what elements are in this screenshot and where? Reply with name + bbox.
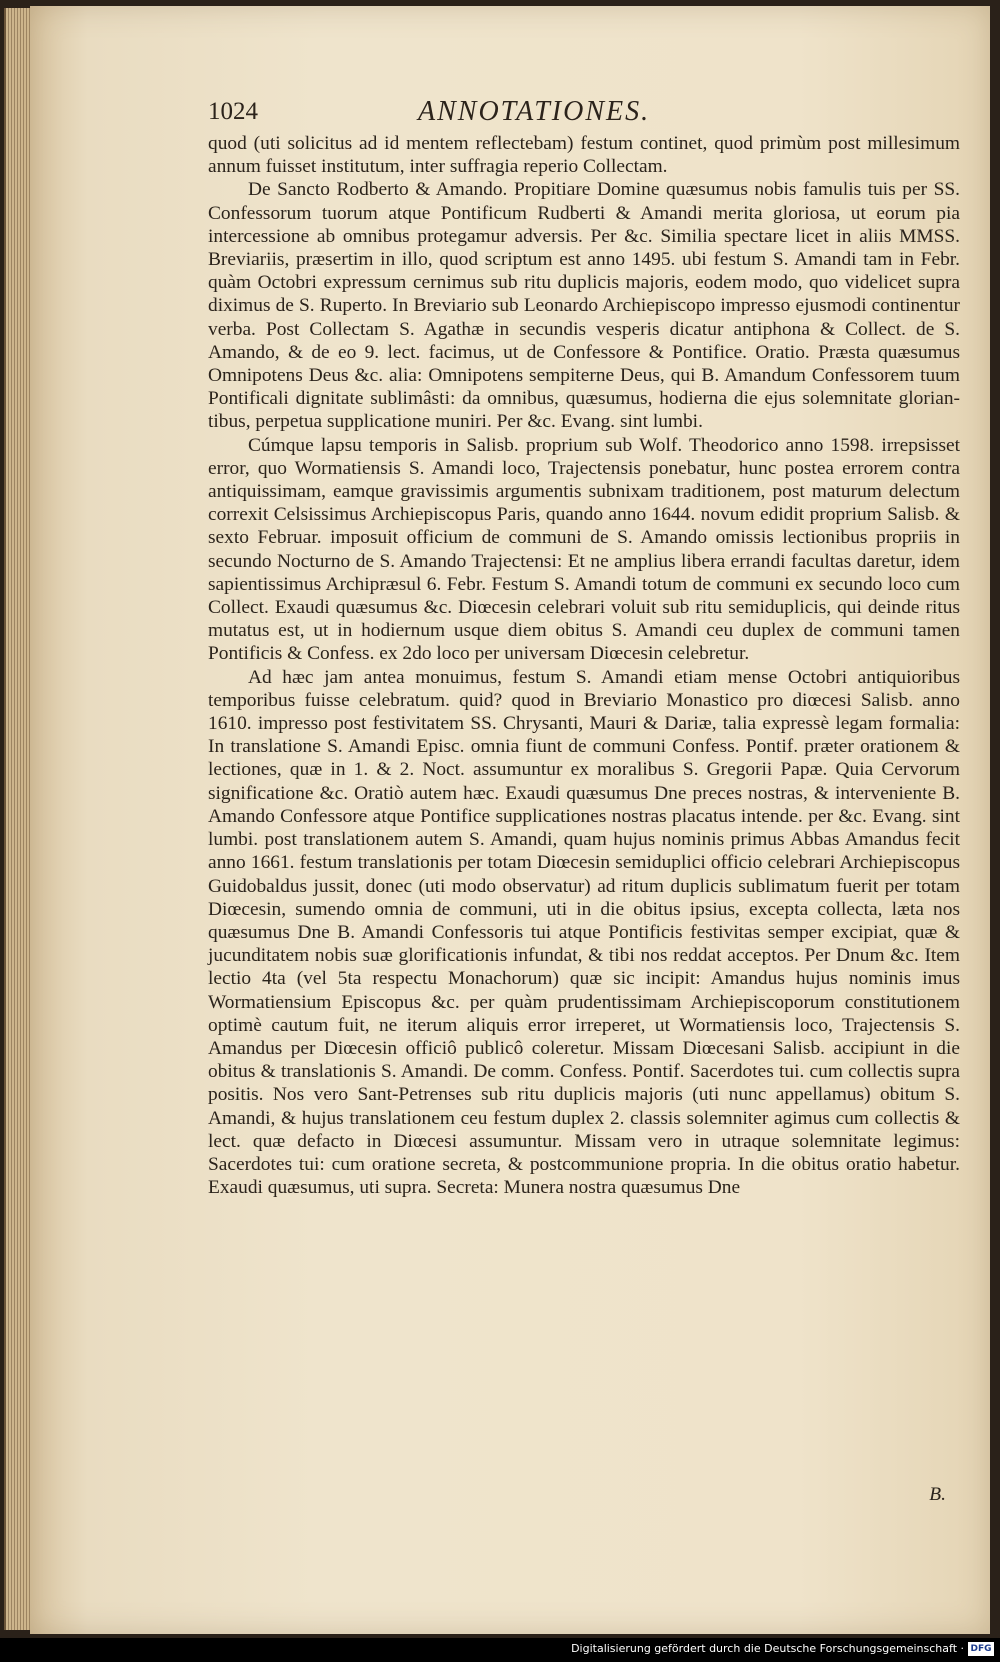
- footer-credit: Digitalisierung gefördert durch die Deutsche Forschungsgemeinschaft ·: [571, 1642, 964, 1655]
- paragraph: quod (uti solicitus ad id mentem reflectebam) festum continet, quod primùm post millesimum annum fuisset institutum, inter suffragia reperio Collectam.: [208, 133, 960, 178]
- dfg-logo-icon: DFG: [968, 1642, 994, 1656]
- paragraph: Ad hæc jam antea monuimus, festum S. Amandi etiam mense Octobri antiquioribus temporibus fuisse celebratum. quid? quod in Breviario Monastico pro diœcesi Salisb. anno 1610. impresso post festivitatem SS. Chrysanti, Mauri & Dariæ, talia expressè legam formalia: In translatione S. Amandi Episc. omnia fiunt de communi Confess. Pontif. præter orationem & lectiones, quæ in 1. & 2. Noct. assumuntur ex moralibus S. Gregorii Papæ. Quia Cervorum significatione &c. Oratiò autem hæc. Exaudi quæsumus Dne preces nostras, & interveniente B. Amando Confessore atque Pontifice supplicationes nostras placatus intende. per &c. Evang. sint lumbi. post translationem autem S. Amandi, quam hujus nominis primus Abbas Amandus fecit anno 1661. festum translationis per totam Diœcesin semiduplici officio celebrari Archiepiscopus Guidobaldus jussit, donec (uti modo observatur) ad ritum duplicis sublimatum fuerit per totam Diœcesin, sumendo omnia de communi, uti in die obitus ipsius, excepta collecta, læta nos quæsumus Dne B. Amandi Confessoris tui atque Pontificis festivitas semper excipiat, quæ & jucunditatem nobis suæ glorificationis infundat, & tibi nos reddat acceptos. Per Dnum &c. Item lectio 4ta (vel 5ta respectu Monachorum) quæ sic incipit: Amandus hujus nominis imus Wormatiensium Episcopus &c. per quàm prudentissimam Archiepiscoporum constitutionem optimè cautum fuit, ne iterum aliquis error irreperet, ut Wormatiensis loco, Trajectensis S. Amandus per Diœcesin officiô publicô coleretur. Missam Diœcesani Salisb. accipiunt in die obitus & translationis S. Amandi. De comm. Confess. Pontif. Sacerdotes tui. cum collectis supra positis. Nos vero Sant-Petrenses sub ritu duplicis majoris (uti nunc appellamus) obitum S. Amandi, & hujus translationem ceu festum duplex 2. classis solemniter agimus cum collectis & lect. quæ defacto in Diœcesi assumuntur. Missam vero in utraque solemnitate legimus: Sacerdotes tui: cum oratione secreta, & postcommunione propria. In die obitus oratio habetur. Exaudi quæsumus, uti supra. Secreta: Munera nostra quæsumus Dne: [208, 666, 960, 1199]
- catchword: B.: [929, 1484, 946, 1505]
- page: [30, 6, 990, 1634]
- page-number: 1024: [208, 98, 258, 125]
- body-text: [208, 132, 960, 1199]
- page-edges: [4, 8, 32, 1630]
- running-head: ANNOTATIONES.: [418, 96, 651, 127]
- paragraph: De Sancto Rodberto & Amando. Propitiare Domine quæsumus nobis famulis tuis per SS. Confessorum tuorum atque Pontificum Rudberti & Amandi merita gloriosa, ut eorum pia intercessione ab omnibus protegamur adversis. Per &c. Similia spectare licet in aliis MMSS. Breviariis, præsertim in illo, quod scriptum est anno 1495. ubi festum S. Amandi tam in Febr. quàm Octobri expressum cernimus sub ritu duplicis majoris, eodem modo, quo videlicet supra diximus de S. Ruperto. In Breviario sub Leonardo Archiepiscopo impresso ejusmodi continentur verba. Post Collectam S. Agathæ in secundis vesperis dicatur antiphona & Collect. de S. Amando, & de eo 9. lect. facimus, ut de Confessore & Pontifice. Oratio. Præsta quæsumus Omnipotens Deus &c. alia: Omnipotens sempiterne Deus, qui B. Amandum Confessorem tuum Pontificali dignitate sublimâsti: da omnibus, quæsumus, hodierna die ejus solemnitate gloriantibus, perpetua supplicatione muniri. Per &c. Evang. sint lumbi.: [208, 179, 960, 433]
- paragraph: Cúmque lapsu temporis in Salisb. proprium sub Wolf. Theodorico anno 1598. irrepsisset error, quo Wormatiensis S. Amandi loco, Trajectensis ponebatur, hunc postea errorem contra antiquissimam, eamque gravissimis argumentis subnixam traditionem, post maturum delectum correxit Celsissimus Archiepiscopus Paris, quando anno 1644. novum edidit proprium Salisb. & sexto Februar. imposuit officium de communi de S. Amando omissis lectionibus propriis in secundo Nocturno de S. Amando Trajectensi: Et ne amplius libera errandi facultas daretur, idem sapientissimus Archipræsul 6. Febr. Festum S. Amandi totum de communi ex secundo loco cum Collect. Exaudi quæsumus &c. Diœcesin celebrari voluit sub ritu semiduplicis, qui deinde ritus mutatus est, ut in hodiernum usque diem obitus S. Amandi ceu duplex de communi tamen Pontificis & Confess. ex 2do loco per universam Diœcesin celebretur.: [208, 434, 960, 665]
- footer-bar: [0, 1638, 1000, 1662]
